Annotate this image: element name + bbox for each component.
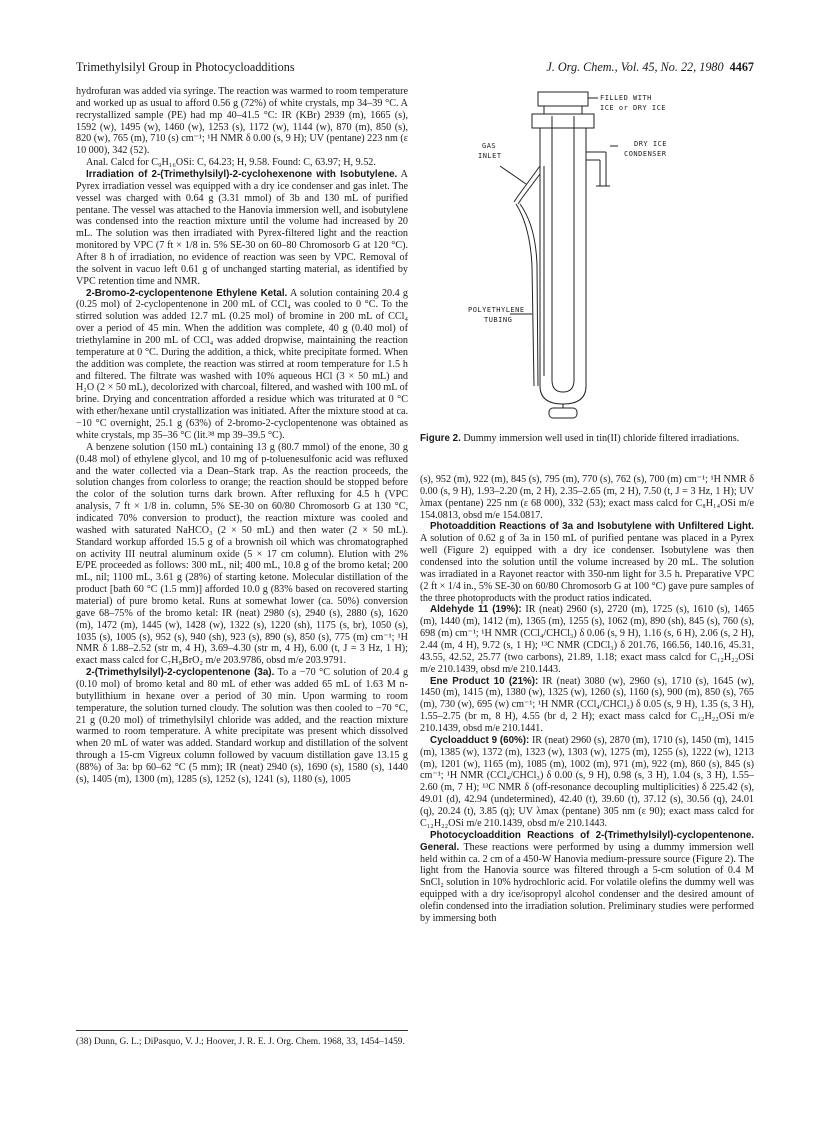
section-heading: Photocycloaddition Reactions of 2-(Trimethylsilyl)-cyclopentenone. General. xyxy=(420,829,754,853)
paragraph: Anal. Calcd for C₉H₁₆OSi: C, 64.23; H, 9.58. Found: C, 63.97; H, 9.52. xyxy=(86,157,376,169)
label-tubing: TUBING xyxy=(484,316,513,324)
section-heading: Ene Product 10 (21%): xyxy=(430,675,539,687)
right-column xyxy=(420,474,754,925)
immersion-well-diagram xyxy=(420,86,754,426)
section-heading: Aldehyde 11 (19%): xyxy=(430,604,522,616)
left-column xyxy=(76,86,408,786)
paragraph: 2-Bromo-2-cyclopentenone Ethylene Ketal. A solution containing 20.4 g (0.25 mol) of 2-cyclopentenone in 200 mL of CCl₄ was cooled to 0 °C. To the stirred solution was added 12.7 mL (0.25 mol) of bromine in 200 mL of CCl₄ over a period of 45 min. When the addition was complete, 40 g (0.40 mol) of triethylamine in 200 mL of CCl₄ was added dropwise, maintaining the reaction temperature at 0 °C. During the addition, a thick, white precipitate formed. When the addition was complete, the reaction was stirred at room temperature for 1.5 h and filtered. The filtrate was washed with 10% aqueous HCl (3 × 50 mL) and H₂O (2 × 50 mL), decolorized with charcoal, filtered, and washed with 100 mL of brine. Drying and concentration afforded a residue which was triturated at 0 °C with ether/hexane until crystallization was initiated. After the mixture stood at ca. −10 °C overnight, 25.1 g (63%) of 2-bromo-2-cyclopentenone was obtained as white crystals, mp 35–36 °C (lit.³⁸ mp 39–39.5 °C). xyxy=(76,287,408,441)
journal-citation: J. Org. Chem., Vol. 45, No. 22, 1980 4467 xyxy=(546,60,754,74)
figure-2-immersion-well xyxy=(420,86,754,426)
running-header xyxy=(76,60,754,80)
paragraph: Aldehyde 11 (19%): IR (neat) 2960 (s), 2720 (m), 1725 (s), 1610 (s), 1465 (m), 1440 (m), 1412 (m), 1365 (m), 1255 (s), 1062 (m), 890 (sh), 845 (s), 760 (s), 698 (m) cm⁻¹; ¹H NMR (CCl₄/CHCl₃) δ 0.06 (s, 9 H), 1.16 (s, 6 H), 2.06 (s, 2 H), 2.44 (m, 4 H), 9.72 (s, 1 H); ¹³C NMR (CDCl₃) δ 201.76, 166.56, 140.16, 45.31, 43.55, 42.52, 25.77 (two carbons), 21.89, 1.18; exact mass calcd for C₁₂H₂₂OSi m/e 210.1439, obsd m/e 210.1443. xyxy=(420,604,755,675)
paragraph: Photocycloaddition Reactions of 2-(Trimethylsilyl)-cyclopentenone. General. These reactions were performed by using a dummy immersion well held within ca. 2 cm of a 450-W Hanovia medium-pressure source (Figure 2). The light from the Hanovia source was filtered through a 5-cm solution of 0.4 M SnCl₂ solution in 10% hydrochloric acid. For volatile olefins the dummy well was equipped with a dry ice/isopropyl alcohol condenser and the desired amount of olefin condensed into the irradiation solution. Preliminary studies were performed by immersing both xyxy=(420,829,754,924)
figure-caption: Figure 2. Dummy immersion well used in tin(II) chloride filtered irradiations. xyxy=(420,433,740,444)
section-heading: 2-Bromo-2-cyclopentenone Ethylene Ketal. xyxy=(86,287,288,299)
label-inlet: INLET xyxy=(478,152,502,160)
running-title: Trimethylsilyl Group in Photocycloadditions xyxy=(76,60,295,74)
section-heading: Photoaddition Reactions of 3a and Isobutylene with Unfiltered Light. xyxy=(430,521,754,533)
label-filled: FILLED WITH xyxy=(600,94,652,102)
figure-number: Figure 2. xyxy=(420,433,461,444)
label-dry-ice: DRY ICE xyxy=(634,140,668,148)
paragraph: A benzene solution (150 mL) containing 13 g (80.7 mmol) of the enone, 30 g (0.48 mol) of ethylene glycol, and 10 mg of p-toluenesulfonic acid was refluxed and the water collected via a Dean–Stark trap. As the reaction proceeds, the solution changes from colorless to orange; the reaction should be stopped before the color of the solution turns dark brown. After refluxing for 4.5 h (VPC analysis, 7 ft × 1/8 in. column, 5% SE-30 on 60/80 Chromosorb G at 130 °C, indicated 70% conversion to product), the reaction mixture was cooled and washed with saturated NaHCO₃ (2 × 50 mL) and then water (2 × 50 mL). Standard workup afforded 15.5 g of a brownish oil which was chromatographed on activity III neutral aluminum oxide (5 × 17 cm column). Elution with 2% E/PE proceeded as follows: 300 mL, nil; 400 mL, 10.8 g of the bromo ketal; 200 mL, nil; 1100 mL, 3.61 g (28%) of starting ketone. Molecular distillation of the product [bath 60 °C (1.5 mm)] afforded 10.0 g (83% based on recovered starting material) of pure bromo ketal. Runs at somewhat lower (ca. 50%) conversion gave 68–75% of the bromo ketal: IR (neat) 2980 (s), 2940 (s), 2880 (s), 1620 (m), 1472 (m), 1445 (w), 1428 (w), 1322 (s), 1220 (sh), 1175 (s, br), 1050 (s), 1035 (s), 1005 (s), 952 (s), 940 (sh), 923 (s), 890 (s), 850 (s), 775 (m) cm⁻¹; ¹H NMR δ 1.88–2.52 (str m, 4 H), 3.69–4.30 (str m, 4 H), 6.00 (t, J = 3 Hz, 1 H); exact mass calcd for C₇H₉BrO₂ m/e 203.9786, obsd m/e 203.9791. xyxy=(76,441,408,667)
label-condenser: CONDENSER xyxy=(624,150,667,158)
paragraph: Ene Product 10 (21%): IR (neat) 3080 (w), 2960 (s), 1710 (s), 1645 (w), 1450 (m), 1415 (m), 1380 (w), 1325 (w), 1260 (s), 1160 (s), 900 (m), 850 (s), 765 (m), 730 (w), 695 (w) cm⁻¹; ¹H NMR (CCl₄/CHCl₃) δ 0.05 (s, 9 H), 1.35 (s, 3 H), 1.55–2.75 (br m, 8 H), 4.55 (br d, 2 H); exact mass calcd for C₁₂H₂₂OSi m/e 210.1439, obsd m/e 210.1441. xyxy=(420,675,754,735)
label-polyethylene: POLYETHYLENE xyxy=(468,306,525,314)
paragraph: Irradiation of 2-(Trimethylsilyl)-2-cyclohexenone with Isobutylene. A Pyrex irradiation vessel was equipped with a dry ice condenser and gas inlet. The vessel was charged with 0.64 g (3.31 mmol) of 3b and 130 mL of purified pentane. The vessel was attached to the Hanovia immersion well, and isobutylene was condensed into the reaction mixture until the volume had increased by 20 mL. The solution was then irradiated with Pyrex-filtered light and the reaction monitored by VPC (7 ft × 1/8 in. 5% SE-30 on 60–80 Chromosorb G at 120 °C). After 8 h of irradiation, no evidence of reaction was seen by VPC. Removal of the solvent in vacuo left 0.61 g of unchanged starting material, as identified by VPC retention time and NMR. xyxy=(76,169,408,287)
section-heading: 2-(Trimethylsilyl)-2-cyclopentenone (3a). xyxy=(86,667,275,679)
paragraph: (s), 952 (m), 922 (m), 845 (s), 795 (m), 770 (s), 762 (s), 700 (m) cm⁻¹; ¹H NMR δ 0.00 (s, 9 H), 1.93–2.20 (m, 2 H), 2.35–2.65 (m, 2 H), 7.50 (t, J = 3 Hz, 1 H); UV λmax (pentane) 225 nm (ε 68 000), 332 (53); exact mass calcd for C₈H₁₄OSi m/e 154.0813, obsd m/e 154.0817. xyxy=(420,474,754,521)
footnote: (38) Dunn, G. L.; DiPasquo, V. J.; Hoover, J. R. E. J. Org. Chem. 1968, 33, 1454–1459. xyxy=(76,1030,408,1048)
label-filled-2: ICE or DRY ICE xyxy=(600,104,667,112)
paragraph: 2-(Trimethylsilyl)-2-cyclopentenone (3a). To a −70 °C solution of 20.4 g (0.10 mol) of bromo ketal and 80 mL of ether was added 65 mL of 1.63 M n-butyllithium in hexane over a period of 30 min. Upon warming to room temperature, the solution turned cloudy. The solution was then cooled to −70 °C, 21 g (0.20 mol) of trimethylsilyl chloride was added, and the reaction mixture warmed to room temperature. A white precipitate was present which dissolved when 20 mL of water was added. Standard workup and distillation of the solvent through a 15-cm Vigreux column followed by vacuum distillation gave 13.15 g (88%) of 3a: bp 60–62 °C (5 mm); IR (neat) 2940 (s), 1690 (s), 1580 (s), 1440 (s), 1405 (m), 1300 (m), 1285 (s), 1252 (s), 1241 (s), 1180 (s), 1005 xyxy=(76,667,409,785)
paragraph: Cycloadduct 9 (60%): IR (neat) 2960 (s), 2870 (m), 1710 (s), 1450 (m), 1415 (m), 1385 (w), 1372 (m), 1323 (w), 1303 (w), 1275 (m), 1255 (s), 1222 (w), 1213 (m), 1201 (w), 1165 (m), 1085 (m), 1002 (m), 971 (m), 922 (m), 860 (s), 845 (s) cm⁻¹; ¹H NMR (CCl₄/CHCl₃) δ 0.00 (s, 9 H), 0.98 (s, 3 H), 1.04 (s, 3 H), 1.55–2.60 (m, 7 H); ¹³C NMR δ (off-resonance decoupling multiplicities) δ 225.42 (s), 49.01 (d), 42.94 (undetermined), 42.40 (t), 39.60 (t), 37.12 (s), 30.56 (q), 24.01 (q), 20.24 (t), 3.85 (q); UV λmax (pentane) 305 nm (ε 90); exact mass calcd for C₁₂H₂₂OSi m/e 210.1439, obsd m/e 210.1443. xyxy=(420,734,754,829)
paragraph: Photoaddition Reactions of 3a and Isobutylene with Unfiltered Light. A solution of 0.62 g of 3a in 150 mL of purified pentane was placed in a Pyrex well (Figure 2) equipped with a dry ice condenser. Isobutylene was then condensed into the solution until the volume increased by 20 mL. The solution was irradiated in a Rayonet reactor with 350-nm light for 3.5 h. Preparative VPC (2 ft × 1/4 in., 5% SE-30 on 60/80 Chromosorb G at 100 °C) gave pure samples of the three photoproducts with the product ratios indicated. xyxy=(420,521,754,604)
page-number: 4467 xyxy=(729,60,754,74)
label-gas: GAS xyxy=(482,142,497,150)
paragraph: hydrofuran was added via syringe. The reaction was warmed to room temperature and worked up as usual to afford 0.56 g (72%) of white crystals, mp 34–39 °C. A recrystallized sample (PE) had mp 40–41.5 °C: IR (KBr) 2939 (m), 1665 (s), 1592 (w), 1495 (w), 1460 (w), 1253 (s), 1172 (w), 1144 (w), 870 (m), 850 (s), 820 (w), 765 (m), 710 (s) cm⁻¹; ¹H NMR δ 0.00 (s, 9 H); UV (pentane) 223 nm (ε 10 000), 342 (52). xyxy=(76,86,408,157)
section-heading: Cycloadduct 9 (60%): xyxy=(430,734,530,746)
section-heading: Irradiation of 2-(Trimethylsilyl)-2-cyclohexenone with Isobutylene. xyxy=(86,169,398,181)
